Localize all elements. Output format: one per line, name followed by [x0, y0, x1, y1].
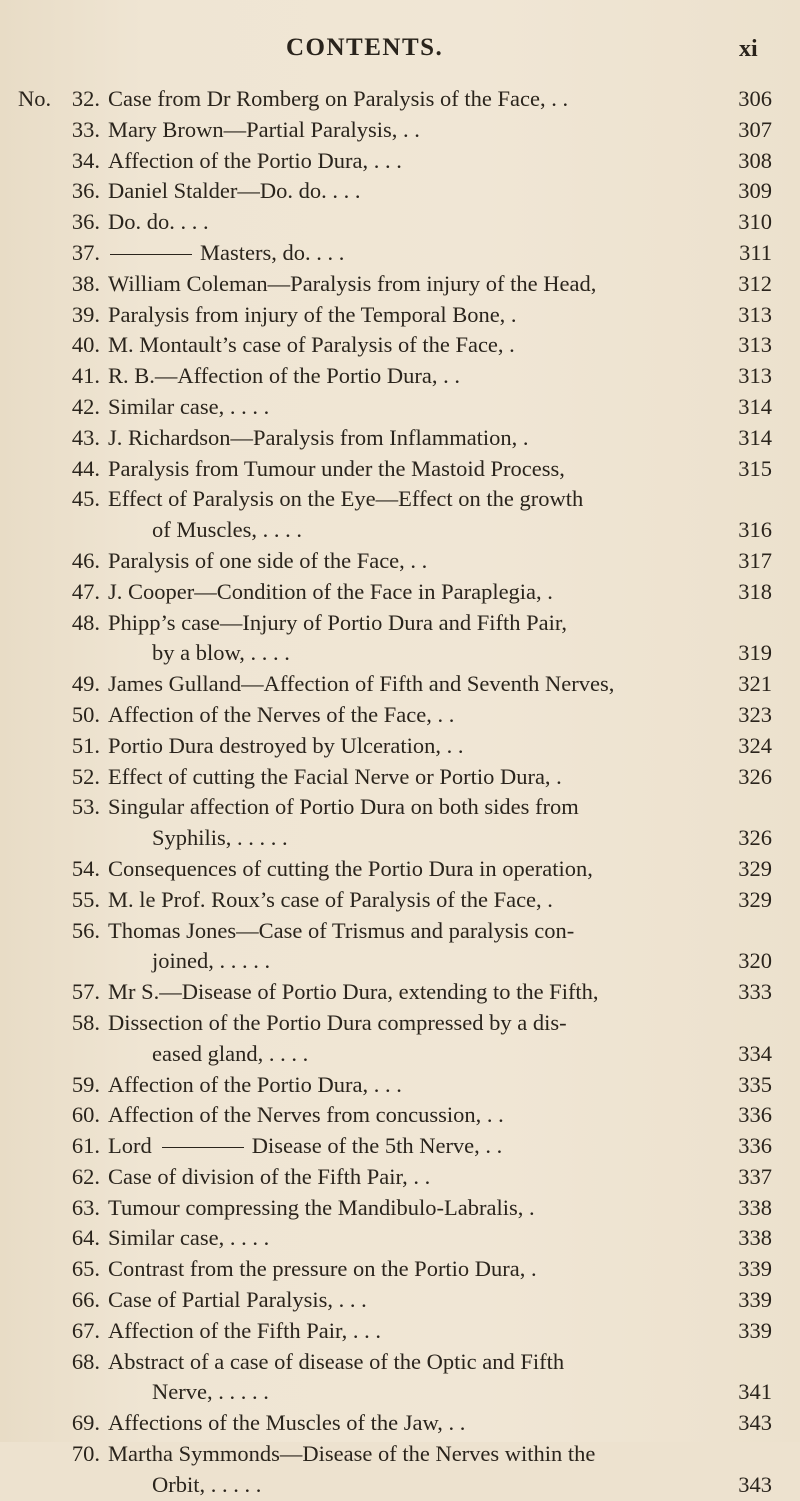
contents-entry — [0, 300, 800, 331]
entry-title-text: Daniel Stalder—Do. do. . . . — [108, 178, 361, 204]
contents-entry — [0, 269, 800, 300]
entry-page-number: 315 — [738, 455, 772, 481]
entry-number: 32. — [71, 86, 100, 111]
entry-title-text: Effect of Paralysis on the Eye—Effect on the growth — [108, 486, 584, 512]
contents-entry — [0, 577, 800, 608]
entry-page-number: 313 — [738, 301, 772, 327]
contents-entry — [0, 484, 800, 546]
entry-number: 61. — [71, 1133, 100, 1159]
entry-continuation-line — [0, 1470, 800, 1501]
entry-number: 65. — [71, 1256, 100, 1282]
entry-page-number: 308 — [738, 147, 772, 173]
entry-number: 37. — [71, 239, 100, 265]
entry-title — [108, 330, 515, 361]
entry-title — [152, 515, 302, 546]
entry-number: 42. — [71, 393, 100, 419]
entry-title — [108, 115, 420, 146]
page-header — [0, 34, 800, 74]
entry-number: 40. — [71, 332, 100, 358]
entry-title — [108, 176, 360, 207]
entry-number: 60. — [71, 1102, 100, 1128]
entry-number: 57. — [71, 979, 100, 1005]
entry-line — [0, 484, 800, 515]
entry-line — [0, 84, 800, 115]
contents-entry — [0, 238, 800, 269]
entry-number: 44. — [71, 455, 100, 481]
entry-number: 39. — [71, 301, 100, 327]
contents-entry — [0, 1439, 800, 1501]
entry-number: 50. — [71, 701, 100, 727]
entry-title-text: joined, . . . . . — [152, 948, 271, 974]
entry-line — [0, 854, 800, 885]
contents-entry — [0, 669, 800, 700]
entry-line — [0, 1131, 800, 1162]
entry-title-text: Masters, do. . . . — [200, 239, 345, 265]
contents-entry — [0, 977, 800, 1008]
contents-entry — [0, 146, 800, 177]
entry-title — [108, 1347, 564, 1378]
entry-page-number: 343 — [738, 1410, 772, 1436]
entry-title-text: James Gulland—Affection of Fifth and Seventh Nerves, — [108, 671, 615, 697]
entry-title — [108, 454, 565, 485]
entry-title — [108, 1008, 567, 1039]
entry-page-number: 329 — [738, 886, 772, 912]
entry-line — [0, 330, 800, 361]
entry-title-text: Paralysis of one side of the Face, . . — [108, 547, 428, 573]
entry-title — [152, 1470, 261, 1501]
entry-line — [0, 300, 800, 331]
contents-entry — [0, 854, 800, 885]
entry-number: 36. — [71, 178, 100, 204]
entry-line — [0, 669, 800, 700]
entry-line — [0, 207, 800, 238]
number-prefix: No. — [18, 86, 52, 111]
entry-line — [0, 731, 800, 762]
entry-line — [0, 1439, 800, 1470]
entry-number: 34. — [71, 147, 100, 173]
entry-title-text: Effect of cutting the Facial Nerve or Portio Dura, . — [108, 763, 562, 789]
entry-line — [0, 1008, 800, 1039]
contents-entry — [0, 762, 800, 793]
entry-title-text: Disease of the 5th Nerve, . . — [251, 1133, 503, 1159]
entry-page-number: 314 — [738, 393, 772, 419]
entry-title — [108, 977, 599, 1008]
contents-entry — [0, 361, 800, 392]
entry-page-number: 339 — [738, 1287, 772, 1313]
entry-title-text: Case of Partial Paralysis, . . . — [108, 1287, 367, 1313]
entry-line — [0, 1408, 800, 1439]
entry-page-number: 320 — [738, 948, 772, 974]
entry-number: 49. — [71, 671, 100, 697]
entry-line — [0, 577, 800, 608]
entry-line — [0, 916, 800, 947]
entry-title-text: R. B.—Affection of the Portio Dura, . . — [108, 363, 461, 389]
entry-title — [108, 269, 596, 300]
entry-title — [108, 854, 593, 885]
entry-title-text: Abstract of a case of disease of the Optic and Fifth — [108, 1348, 565, 1374]
entry-number: 67. — [71, 1317, 100, 1343]
entry-line — [0, 115, 800, 146]
entry-line — [0, 238, 800, 269]
entry-title — [108, 731, 464, 762]
entry-line — [0, 454, 800, 485]
entry-page-number: 337 — [738, 1163, 772, 1189]
entry-page-number: 326 — [738, 825, 772, 851]
entry-title — [108, 608, 567, 639]
entry-line — [0, 700, 800, 731]
entry-title — [108, 1131, 502, 1162]
entry-title — [152, 638, 290, 669]
running-title: CONTENTS. — [286, 34, 444, 61]
entry-number: 51. — [71, 732, 100, 758]
entry-number: 56. — [71, 917, 100, 943]
entry-page-number: 338 — [738, 1225, 772, 1251]
entry-page-number: 321 — [738, 671, 772, 697]
entry-title-text: Do. do. . . . — [108, 209, 209, 235]
entry-title — [152, 1377, 269, 1408]
entry-title-text: Phipp’s case—Injury of Portio Dura and Fifth Pair, — [108, 609, 568, 635]
contents-entry — [0, 84, 800, 115]
entry-page-number: 310 — [738, 209, 772, 235]
entry-page-number: 334 — [738, 1040, 772, 1066]
entry-title — [108, 1193, 535, 1224]
entry-title-text: Consequences of cutting the Portio Dura in operation, — [108, 855, 593, 881]
entry-line — [0, 1316, 800, 1347]
entry-title-text: Tumour compressing the Mandibulo-Labralis, . — [108, 1194, 535, 1220]
entry-continuation-line — [0, 638, 800, 669]
entry-number: 43. — [71, 424, 100, 450]
entry-page-number: 324 — [738, 732, 772, 758]
entry-page-number: 313 — [738, 363, 772, 389]
entry-page-number: 312 — [738, 270, 772, 296]
entry-page-number: 311 — [739, 239, 772, 265]
entry-title — [108, 1316, 381, 1347]
entry-title — [108, 1439, 595, 1470]
entry-line — [0, 1223, 800, 1254]
entry-number: 46. — [71, 547, 100, 573]
entry-title — [108, 423, 529, 454]
entry-line — [0, 1193, 800, 1224]
contents-entry — [0, 700, 800, 731]
entry-title-text: Thomas Jones—Case of Trismus and paralysis con- — [108, 917, 575, 943]
entry-title — [108, 700, 454, 731]
entry-line — [0, 1347, 800, 1378]
contents-entry — [0, 176, 800, 207]
entry-title — [108, 146, 402, 177]
contents-entry — [0, 1100, 800, 1131]
entry-number: 55. — [71, 886, 100, 912]
entry-title — [108, 300, 517, 331]
entry-title-text: M. le Prof. Roux’s case of Paralysis of the Face, . — [108, 886, 553, 912]
entry-line — [0, 176, 800, 207]
dash-rule — [162, 1147, 244, 1148]
entry-page-number: 336 — [738, 1102, 772, 1128]
entry-line — [0, 608, 800, 639]
entry-title — [108, 238, 344, 269]
entry-title-text: Similar case, . . . . — [108, 393, 270, 419]
entry-number: 36. — [71, 209, 100, 235]
entry-page-number: 343 — [738, 1471, 772, 1497]
dash-rule — [110, 254, 192, 255]
contents-entry — [0, 330, 800, 361]
entry-title — [108, 361, 460, 392]
entry-number: 52. — [71, 763, 100, 789]
entry-page-number: 341 — [738, 1379, 772, 1405]
contents-entry — [0, 423, 800, 454]
entry-title — [108, 392, 269, 423]
entry-title — [108, 1162, 430, 1193]
contents-entry — [0, 1008, 800, 1070]
entry-line — [0, 1254, 800, 1285]
entry-line — [0, 423, 800, 454]
entry-title — [108, 484, 583, 515]
entry-page-number: 318 — [738, 578, 772, 604]
contents-entry — [0, 1285, 800, 1316]
entry-line — [0, 792, 800, 823]
contents-entry — [0, 1408, 800, 1439]
entry-page-number: 316 — [738, 517, 772, 543]
entry-title — [108, 1100, 504, 1131]
entry-title — [152, 1039, 308, 1070]
entry-title-text: Case from Dr Romberg on Paralysis of the Face, . . — [108, 86, 569, 111]
entry-continuation-line — [0, 515, 800, 546]
entry-title-text: William Coleman—Paralysis from injury of the Head, — [108, 270, 597, 296]
entry-page-number: 335 — [738, 1071, 772, 1097]
contents-entry — [0, 1193, 800, 1224]
entry-number: 62. — [71, 1163, 100, 1189]
contents-entry — [0, 1131, 800, 1162]
entry-title-text: Affection of the Nerves of the Face, . . — [108, 701, 455, 727]
entry-title-text: Case of division of the Fifth Pair, . . — [108, 1163, 431, 1189]
entry-title-text: Affection of the Portio Dura, . . . — [108, 147, 402, 173]
entry-title-text: Affection of the Portio Dura, . . . — [108, 1071, 402, 1097]
entry-line — [0, 1070, 800, 1101]
entry-title — [108, 762, 562, 793]
contents-entry — [0, 885, 800, 916]
entry-title-text: by a blow, . . . . — [152, 640, 290, 666]
contents-entry — [0, 731, 800, 762]
entry-line — [0, 1285, 800, 1316]
contents-entry — [0, 1223, 800, 1254]
contents-entry — [0, 1162, 800, 1193]
entry-page-number: 309 — [738, 178, 772, 204]
entry-title — [152, 946, 270, 977]
entry-number: 58. — [71, 1009, 100, 1035]
entry-number: 69. — [71, 1410, 100, 1436]
contents-entry — [0, 392, 800, 423]
entry-title-text: of Muscles, . . . . — [152, 517, 302, 543]
entry-title-text: Paralysis from Tumour under the Mastoid Process, — [108, 455, 565, 481]
entry-title-text: Affections of the Muscles of the Jaw, . . — [108, 1410, 466, 1436]
entry-page-number: 314 — [738, 424, 772, 450]
entry-page-number: 306 — [738, 86, 772, 111]
entry-title — [108, 577, 553, 608]
page-number: xi — [739, 36, 758, 62]
entry-number: 47. — [71, 578, 100, 604]
entry-line — [0, 885, 800, 916]
entry-line — [0, 977, 800, 1008]
entry-number: 38. — [71, 270, 100, 296]
entry-number: 53. — [71, 794, 100, 820]
entry-page-number: 339 — [738, 1317, 772, 1343]
contents-entry — [0, 207, 800, 238]
entry-title — [108, 207, 209, 238]
entry-number: 45. — [71, 486, 100, 512]
entry-title-text: Similar case, . . . . — [108, 1225, 270, 1251]
entry-title-text: Syphilis, . . . . . — [152, 825, 288, 851]
entry-title-text: Orbit, . . . . . — [152, 1471, 262, 1497]
entry-title-text: Lord — [108, 1133, 152, 1159]
entry-number: 68. — [71, 1348, 100, 1374]
entry-page-number: 319 — [738, 640, 772, 666]
entry-number: 64. — [71, 1225, 100, 1251]
entry-line — [0, 361, 800, 392]
contents-entry — [0, 608, 800, 670]
entry-number: 54. — [71, 855, 100, 881]
entry-line — [0, 546, 800, 577]
entry-continuation-line — [0, 1039, 800, 1070]
contents-entry — [0, 1347, 800, 1409]
entry-title-text: J. Richardson—Paralysis from Inflammation, . — [108, 424, 529, 450]
entry-line — [0, 269, 800, 300]
entry-number: 48. — [71, 609, 100, 635]
entry-title — [108, 1285, 367, 1316]
entry-title-text: Mary Brown—Partial Paralysis, . . — [108, 116, 420, 142]
entry-title — [108, 1254, 537, 1285]
entry-number: 59. — [71, 1071, 100, 1097]
entry-title — [108, 1408, 465, 1439]
entry-title — [108, 1223, 269, 1254]
entry-title — [108, 792, 579, 823]
entry-number: 66. — [71, 1287, 100, 1313]
entry-page-number: 336 — [738, 1133, 772, 1159]
entry-title-text: Mr S.—Disease of Portio Dura, extending to the Fifth, — [108, 979, 599, 1005]
contents-entry — [0, 792, 800, 854]
entry-line — [0, 1162, 800, 1193]
entry-title — [108, 546, 427, 577]
entry-continuation-line — [0, 823, 800, 854]
entry-page-number: 313 — [738, 332, 772, 358]
entry-title-text: Nerve, . . . . . — [152, 1379, 269, 1405]
entry-title — [108, 1070, 402, 1101]
entry-title-text: Martha Symmonds—Disease of the Nerves within the — [108, 1441, 596, 1467]
entry-line — [0, 392, 800, 423]
entry-line — [0, 762, 800, 793]
entry-title-text: Affection of the Nerves from concussion, . . — [108, 1102, 504, 1128]
entry-title-text: J. Cooper—Condition of the Face in Paraplegia, . — [108, 578, 553, 604]
entry-title — [108, 669, 614, 700]
entry-title-text: eased gland, . . . . — [152, 1040, 309, 1066]
contents-entry — [0, 115, 800, 146]
contents-list — [0, 84, 800, 1501]
entry-number: 70. — [71, 1441, 100, 1467]
entry-page-number: 338 — [738, 1194, 772, 1220]
entry-continuation-line — [0, 946, 800, 977]
entry-line — [0, 146, 800, 177]
entry-page-number: 326 — [738, 763, 772, 789]
entry-title-text: Singular affection of Portio Dura on both sides from — [108, 794, 579, 820]
entry-title-text: M. Montault’s case of Paralysis of the Face, . — [108, 332, 515, 358]
entry-page-number: 307 — [738, 116, 772, 142]
entry-title — [108, 84, 568, 115]
contents-entry — [0, 546, 800, 577]
contents-entry — [0, 454, 800, 485]
entry-number: 33. — [71, 116, 100, 142]
entry-title-text: Dissection of the Portio Dura compressed by a dis- — [108, 1009, 567, 1035]
entry-page-number: 339 — [738, 1256, 772, 1282]
entry-title-text: Contrast from the pressure on the Portio Dura, . — [108, 1256, 537, 1282]
contents-entry — [0, 1070, 800, 1101]
entry-line — [0, 1100, 800, 1131]
entry-page-number: 323 — [738, 701, 772, 727]
entry-title-text: Affection of the Fifth Pair, . . . — [108, 1317, 382, 1343]
contents-entry — [0, 1316, 800, 1347]
entry-number: 63. — [71, 1194, 100, 1220]
entry-title-text: Paralysis from injury of the Temporal Bone, . — [108, 301, 517, 327]
entry-page-number: 333 — [738, 979, 772, 1005]
entry-page-number: 317 — [738, 547, 772, 573]
contents-entry — [0, 916, 800, 978]
entry-title-text: Portio Dura destroyed by Ulceration, . . — [108, 732, 464, 758]
entry-number: 41. — [71, 363, 100, 389]
entry-title — [108, 885, 553, 916]
entry-continuation-line — [0, 1377, 800, 1408]
entry-title — [152, 823, 288, 854]
entry-title — [108, 916, 574, 947]
contents-entry — [0, 1254, 800, 1285]
entry-page-number: 329 — [738, 855, 772, 881]
